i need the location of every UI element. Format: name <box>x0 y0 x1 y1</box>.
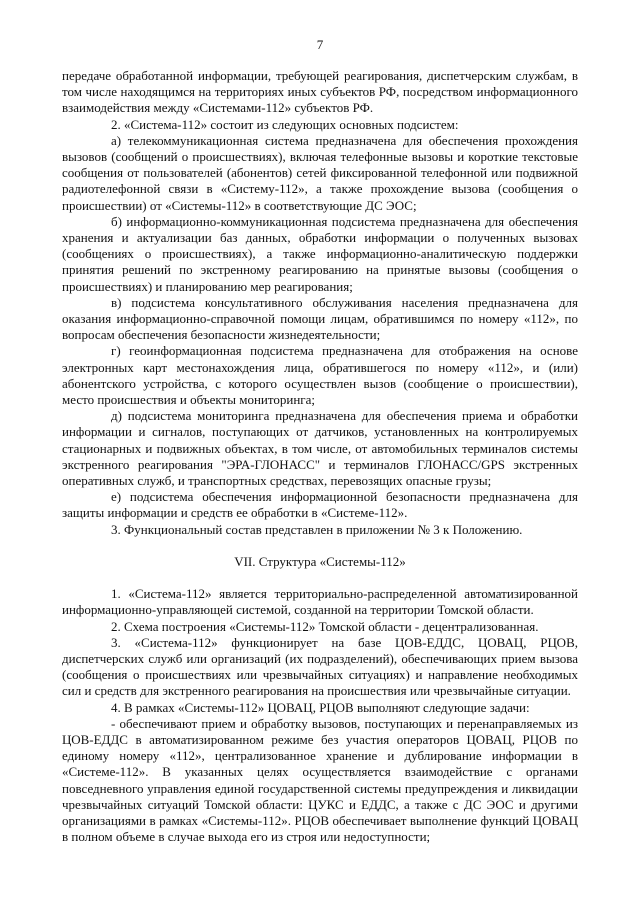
paragraph-subsystem-e: е) подсистема обеспечения информационной безопасности предназначена для защиты информации и средств ее обработки в «Системе-112». <box>62 489 578 521</box>
paragraph-continuation: передаче обработанной информации, требующей реагирования, диспетчерским службам, в том числе находящимся на территориях иных субъектов РФ, посредством информационного взаимодействия между «Системами-112» субъектов РФ. <box>62 68 578 116</box>
section-paragraph-tasks: - обеспечивают прием и обработку вызовов, поступающих и перенаправляемых из ЦОВ-ЕДДС в автоматизированном режиме без участия операторов ЦОВАЦ, РЦОВ по единому номеру «112», централизованное хранение и дублирование информации в «Системе-112». В указанных целях осуществляется взаимодействие с органами повседневного управления единой государственной системы предупреждения и ликвидации чрезвычайных ситуаций Томской области: ЦУКС и ЕДДС, а также с ДС ЭОС и другими организациями в рамках «Системы-112». РЦОВ обеспечивает выполнение функций ЦОВАЦ в полном объеме в случае выхода его из строя или недоступности; <box>62 715 578 845</box>
paragraph-subsystem-b: б) информационно-коммуникационная подсистема предназначена для обеспечения хранения и актуализации баз данных, обработки информации о полученных вызовах (сообщениях о происшествиях), а также информационно-аналитическую поддержки принятия решений по экстренному реагированию на принятые вызовы (сообщения о происшествиях) и планированию мер реагирования; <box>62 213 578 294</box>
section-paragraph-4: 4. В рамках «Системы-112» ЦОВАЦ, РЦОВ выполняют следующие задачи: <box>111 699 530 715</box>
paragraph-subsystem-v: в) подсистема консультативного обслуживания населения предназначена для оказания информационно-справочной помощи лицам, обратившимся по номеру «112», по вопросам обеспечения безопасности жизнедеятельности; <box>62 294 578 343</box>
section-paragraph-1: 1. «Система-112» является территориально-распределенной автоматизированной информационно-управляющей системой, созданной на территории Томской области. <box>62 586 578 618</box>
paragraph-subsystem-g: г) геоинформационная подсистема предназначена для отображения на основе электронных карт местонахождения лица, обратившегося по номеру «112», и (или) абонентского устройства, с которого осуществлен вызов (сообщение о происшествии), место происшествия и объекты мониторинга; <box>62 343 578 408</box>
section-paragraph-2: 2. Схема построения «Системы-112» Томской области - децентрализованная. <box>111 618 539 634</box>
paragraph-subsystem-d: д) подсистема мониторинга предназначена для обеспечения приема и обработки информации и сигналов, поступающих от датчиков, установленных на контролируемых стационарных и подвижных объектах, в том числе, от автомобильных терминалов системы экстренного реагирования "ЭРА-ГЛОНАСС" и терминалов ГЛОНАСС/GPS экстренных оперативных служб, и транспортных средствах, перевозящих опасные грузы; <box>62 408 578 489</box>
paragraph-subsystem-a: а) телекоммуникационная система предназначена для обеспечения прохождения вызовов (сообщений о происшествиях), включая телефонные вызовы и короткие текстовые сообщения от пользователей (абонентов) сетей фиксированной телефонной или подвижной радиотелефонной связи в «Систему-112», а также прохождение вызова (сообщения о происшествии) от «Системы-112» в соответствующие ДС ЭОС; <box>62 132 578 213</box>
paragraph-functional-composition: 3. Функциональный состав представлен в приложении № 3 к Положению. <box>111 521 523 537</box>
document-body <box>62 68 578 845</box>
section-paragraph-3: 3. «Система-112» функционирует на базе ЦОВ-ЕДДС, ЦОВАЦ, РЦОВ, диспетчерских служб или организаций (их подразделений), обеспечивающих прием вызова (сообщения о происшествиях или чрезвычайных ситуациях) и направление необходимых сил и средств для экстренного реагирования на происшествия или чрезвычайные ситуации. <box>62 634 578 699</box>
section-title: VII. Структура «Системы-112» <box>234 553 406 569</box>
page-number: 7 <box>316 37 324 52</box>
paragraph-subsystems-intro: 2. «Система-112» состоит из следующих основных подсистем: <box>111 116 459 132</box>
